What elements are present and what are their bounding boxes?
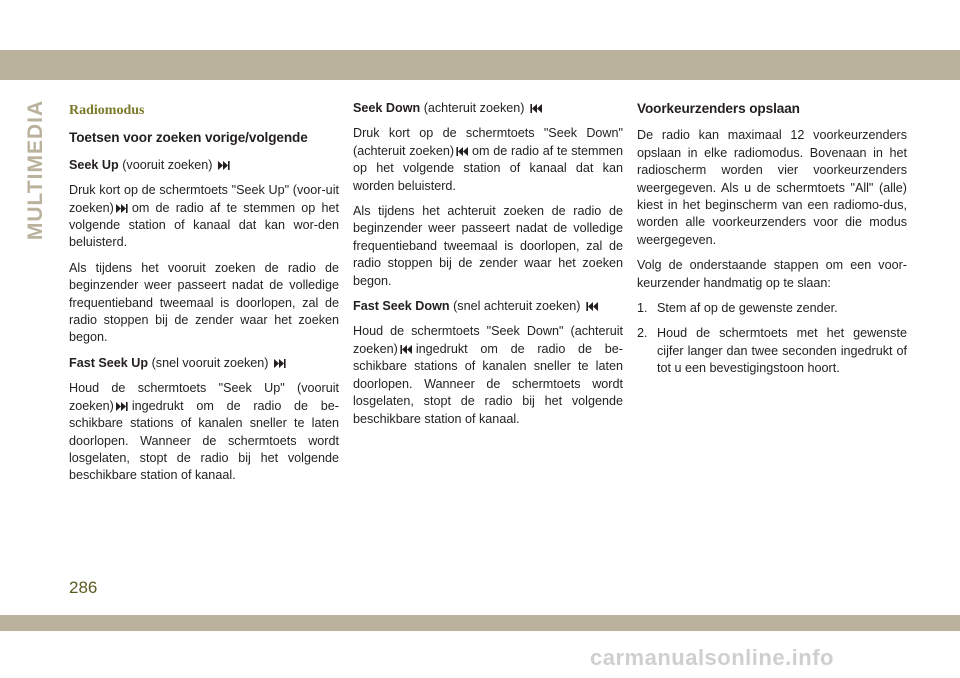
fast-seek-up-paragraph: Houd de schermtoets "Seek Up" (vooruit zoeken) ingedrukt om de radio de be-schikbare stations of kanalen sneller te laten doorlopen. Wanneer de schermtoets wordt losgelaten, stopt de radio bij het volgende beschikbare station of kanaal. bbox=[69, 381, 339, 483]
seek-down-label: Seek Down bbox=[353, 101, 421, 115]
fast-seek-up-label-line bbox=[69, 355, 339, 372]
seek-back-icon bbox=[586, 302, 598, 311]
seek-up-wrap-paragraph: Als tijdens het vooruit zoeken de radio de beginzender weer passeert nadat de volledige frequentieband tweemaal is doorlopen, zal de radio stoppen bij de zender waar het zoeken begon. bbox=[69, 260, 339, 345]
seek-forward-icon bbox=[274, 359, 286, 368]
seek-up-label-line bbox=[69, 157, 339, 174]
seek-forward-icon bbox=[116, 402, 128, 411]
column-2 bbox=[353, 100, 623, 436]
seek-down-paragraph: Druk kort op de schermtoets "Seek Down" (achteruit zoeken) om de radio af te stemmen op het volgende station of kanaal dat kan worden beluisterd. bbox=[353, 126, 623, 193]
fast-seek-down-paragraph: Houd de schermtoets "Seek Down" (achteruit zoeken) ingedrukt om de radio de be-schikbare stations of kanalen sneller te laten doorlopen. Wanneer de schermtoets wordt losgelaten, stopt de radio bij het volgende beschikbare station of kanaal. bbox=[353, 324, 623, 426]
seek-up-paragraph: Druk kort op de schermtoets "Seek Up" (voor-uit zoeken) om de radio af te stemmen op het volgende station of kanaal dat kan wor-den beluisterd. bbox=[69, 183, 339, 250]
seek-down-wrap-paragraph: Als tijdens het achteruit zoeken de radio de beginzender weer passeert nadat de volledige frequentieband tweemaal is doorlopen, zal de radio stoppen bij de zender waar het zoeken begon. bbox=[353, 204, 623, 288]
bottom-color-band bbox=[0, 615, 960, 631]
seek-down-label-line bbox=[353, 100, 623, 117]
heading-voorkeurzenders: Voorkeurzenders opslaan bbox=[637, 101, 800, 116]
seek-forward-icon bbox=[116, 204, 128, 213]
column-1 bbox=[69, 100, 339, 493]
fast-seek-down-label: Fast Seek Down bbox=[353, 299, 450, 314]
fast-seek-up-label: Fast Seek Up bbox=[69, 355, 149, 370]
seek-down-paren: (achteruit zoeken) bbox=[423, 101, 525, 115]
fast-seek-up-paren: (snel vooruit zoeken) bbox=[151, 355, 269, 370]
seek-forward-icon bbox=[218, 161, 230, 170]
watermark-text: carmanualsonline.info bbox=[590, 645, 834, 670]
list-item: 1. Stem af op de gewenste zender. bbox=[637, 301, 838, 316]
subheading-seek-toetsen: Toetsen voor zoeken vorige/volgende bbox=[69, 130, 308, 146]
seek-back-icon bbox=[400, 345, 412, 354]
heading-radiomodus: Radiomodus bbox=[69, 103, 145, 118]
seek-up-label: Seek Up bbox=[69, 157, 119, 172]
seek-back-icon bbox=[530, 104, 542, 113]
seek-back-icon bbox=[456, 147, 468, 156]
column-3 bbox=[637, 100, 907, 386]
section-tab-label: MULTIMEDIA bbox=[24, 99, 47, 241]
top-header bbox=[0, 0, 960, 82]
top-color-band bbox=[0, 50, 960, 80]
page-number: 286 bbox=[69, 578, 98, 597]
presets-steps-intro: Volg de onderstaande stappen om een voor-keurzender handmatig op te slaan: bbox=[637, 258, 907, 290]
presets-steps-list bbox=[637, 300, 907, 378]
list-item: 2. Houd de schermtoets met het gewenste cijfer langer dan twee seconden ingedrukt of tot u een bevestigingstoon hoort. bbox=[637, 326, 907, 376]
presets-intro-paragraph: De radio kan maximaal 12 voorkeurzenders opslaan in elke radiomodus. Bovenaan in het radioscherm worden vier voorkeurzenders weergegeven. Als u de schermtoets "All" (alle) kiest in het beginscherm van een radiomo-dus, worden alle voorkeurzenders voor die modus weergegeven. bbox=[637, 128, 907, 247]
seek-up-paren: (vooruit zoeken) bbox=[122, 157, 213, 172]
fast-seek-down-paren: (snel achteruit zoeken) bbox=[453, 299, 581, 314]
section-side-tab bbox=[20, 100, 52, 240]
fast-seek-down-label-line bbox=[353, 298, 623, 315]
